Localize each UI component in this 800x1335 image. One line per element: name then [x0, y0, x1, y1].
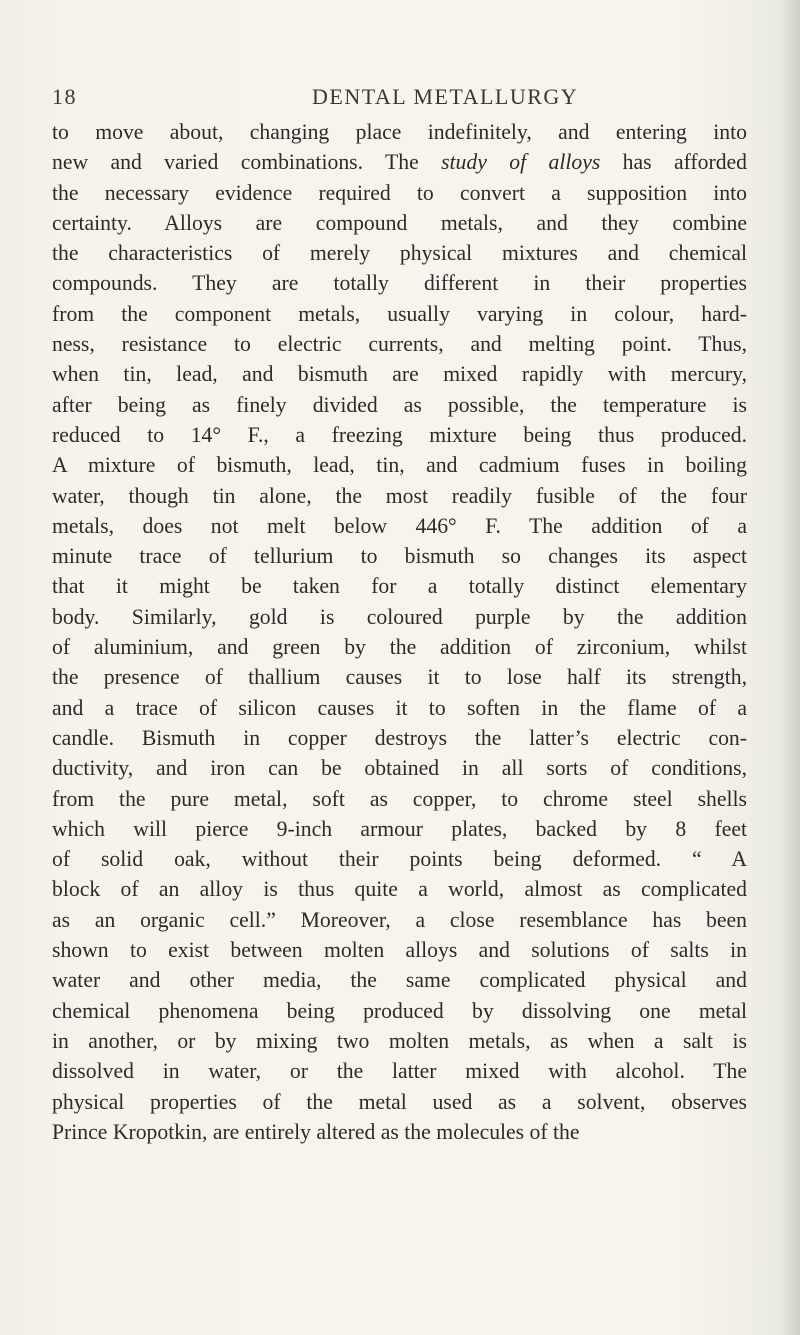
text-line: [52, 1087, 747, 1117]
text-line: [52, 602, 747, 632]
text-line: [52, 450, 747, 480]
text-line: [52, 329, 747, 359]
text-fragment: from the pure metal, soft as copper, to chrome steel shells: [52, 786, 747, 811]
text-line: [52, 238, 747, 268]
text-fragment: A mixture of bismuth, lead, tin, and cadmium fuses in boiling: [52, 453, 747, 478]
text-fragment: new and varied combinations. The: [52, 150, 442, 175]
text-line: [52, 784, 747, 814]
text-fragment: compounds. They are totally different in their properties: [52, 271, 747, 296]
text-fragment: dissolved in water, or the latter mixed with alcohol. The: [52, 1059, 747, 1084]
text-line: [52, 268, 747, 298]
page-number: 18: [52, 84, 77, 109]
text-fragment: candle. Bismuth in copper destroys the latter’s electric con-: [52, 725, 747, 750]
text-fragment: as an organic cell.” Moreover, a close resemblance has been: [52, 907, 747, 932]
text-line: [52, 511, 747, 541]
text-fragment: shown to exist between molten alloys and solutions of salts in: [52, 938, 747, 963]
text-line: [52, 299, 747, 329]
text-line: [52, 481, 747, 511]
running-title: DENTAL METALLURGY: [312, 84, 579, 109]
page-edge-shadow: [784, 0, 800, 1335]
text-line: [52, 996, 747, 1026]
text-line: [52, 117, 747, 147]
text-fragment: which will pierce 9-inch armour plates, backed by 8 feet: [52, 816, 747, 841]
text-fragment: of aluminium, and green by the addition of zirconium, whilst: [52, 635, 747, 660]
text-fragment: minute trace of tellurium to bismuth so changes its aspect: [52, 544, 747, 569]
text-fragment: from the component metals, usually varying in colour, hard-: [52, 301, 747, 326]
text-line: [52, 1026, 747, 1056]
text-line: [52, 1117, 747, 1147]
text-line: [52, 390, 747, 420]
text-fragment: ductivity, and iron can be obtained in all sorts of conditions,: [52, 756, 747, 781]
text-line: [52, 723, 747, 753]
emphasized-text: study of alloys: [441, 150, 601, 175]
text-fragment: the presence of thallium causes it to lose half its strength,: [52, 665, 747, 690]
text-fragment: physical properties of the metal used as a solvent, observes: [52, 1089, 747, 1114]
text-fragment: that it might be taken for a totally distinct elementary: [52, 574, 747, 599]
text-line: [52, 359, 747, 389]
text-line: [52, 905, 747, 935]
text-fragment: block of an alloy is thus quite a world, almost as complicated: [52, 877, 747, 902]
text-fragment: the necessary evidence required to convert a supposition into: [52, 180, 747, 205]
text-fragment: certainty. Alloys are compound metals, and they combine: [52, 210, 747, 235]
text-fragment: of solid oak, without their points being deformed. “ A: [52, 847, 747, 872]
text-fragment: to move about, changing place indefinitely, and entering into: [52, 120, 747, 144]
text-line: [52, 693, 747, 723]
text-line: [52, 632, 747, 662]
text-fragment: and a trace of silicon causes it to soften in the flame of a: [52, 695, 747, 720]
text-fragment: in another, or by mixing two molten metals, as when a salt is: [52, 1028, 747, 1053]
text-fragment: body. Similarly, gold is coloured purple by the addition: [52, 604, 747, 629]
text-fragment: when tin, lead, and bismuth are mixed rapidly with mercury,: [52, 362, 747, 387]
text-line: [52, 814, 747, 844]
text-fragment: chemical phenomena being produced by dissolving one metal: [52, 998, 747, 1023]
text-fragment: ness, resistance to electric currents, and melting point. Thus,: [52, 332, 747, 357]
text-line: [52, 147, 747, 177]
text-line: [52, 208, 747, 238]
text-fragment: Prince Kropotkin, are entirely altered as the molecules of the: [52, 1119, 580, 1144]
page-header: [52, 84, 748, 114]
text-fragment: reduced to 14° F., a freezing mixture being thus produced.: [52, 422, 747, 447]
text-line: [52, 420, 747, 450]
text-line: [52, 662, 747, 692]
text-line: [52, 178, 747, 208]
text-line: [52, 571, 747, 601]
text-fragment: metals, does not melt below 446° F. The addition of a: [52, 513, 747, 538]
body-text: [52, 117, 747, 1147]
text-line: [52, 874, 747, 904]
text-line: [52, 935, 747, 965]
text-fragment: water, though tin alone, the most readily fusible of the four: [52, 483, 747, 508]
text-line: [52, 965, 747, 995]
text-fragment: water and other media, the same complicated physical and: [52, 968, 747, 993]
text-fragment: the characteristics of merely physical mixtures and chemical: [52, 241, 747, 266]
text-line: [52, 844, 747, 874]
text-line: [52, 541, 747, 571]
text-line: [52, 753, 747, 783]
text-fragment: after being as finely divided as possible, the temperature is: [52, 392, 747, 417]
text-fragment: has afforded: [600, 150, 747, 175]
text-line: [52, 1056, 747, 1086]
